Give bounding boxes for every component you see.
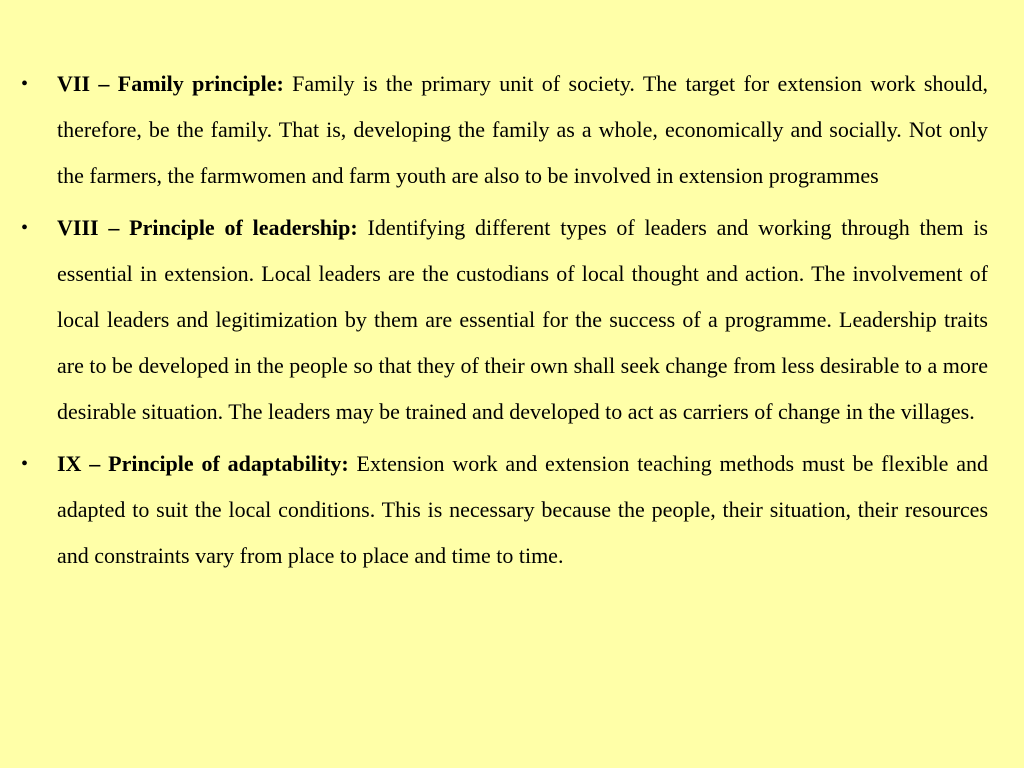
bullet-icon: • — [21, 453, 29, 475]
bullet-item-adaptability-principle — [21, 441, 988, 579]
bullet-icon: • — [21, 73, 29, 95]
bullet-body: Family is the primary unit of society. The target for extension work should, therefore, be the family. That is, developing the family as a whole, economically and socially. Not only the farmers, the farmwomen and farm youth are also to be involved in extension programmes — [57, 71, 988, 188]
bullet-list — [0, 61, 1024, 579]
bullet-body: Identifying different types of leaders and working through them is essential in extension. Local leaders are the custodians of local thought and action. The involvement of local leaders and legitimization by them are essential for the success of a programme. Leadership traits are to be developed in the people so that they of their own shall seek change from less desirable to a more desirable situation. The leaders may be trained and developed to act as carriers of change in the villages. — [57, 215, 988, 424]
bullet-item-family-principle — [21, 61, 988, 199]
bullet-item-leadership-principle — [21, 205, 988, 435]
bullet-heading: VII – Family principle: — [57, 71, 293, 96]
bullet-body: Extension work and extension teaching methods must be flexible and adapted to suit the local conditions. This is necessary because the people, their situation, their resources and constraints vary from place to place and time to time. — [57, 451, 988, 568]
bullet-icon: • — [21, 217, 29, 239]
bullet-heading: VIII – Principle of leadership: — [57, 215, 368, 240]
bullet-heading: IX – Principle of adaptability: — [57, 451, 357, 476]
